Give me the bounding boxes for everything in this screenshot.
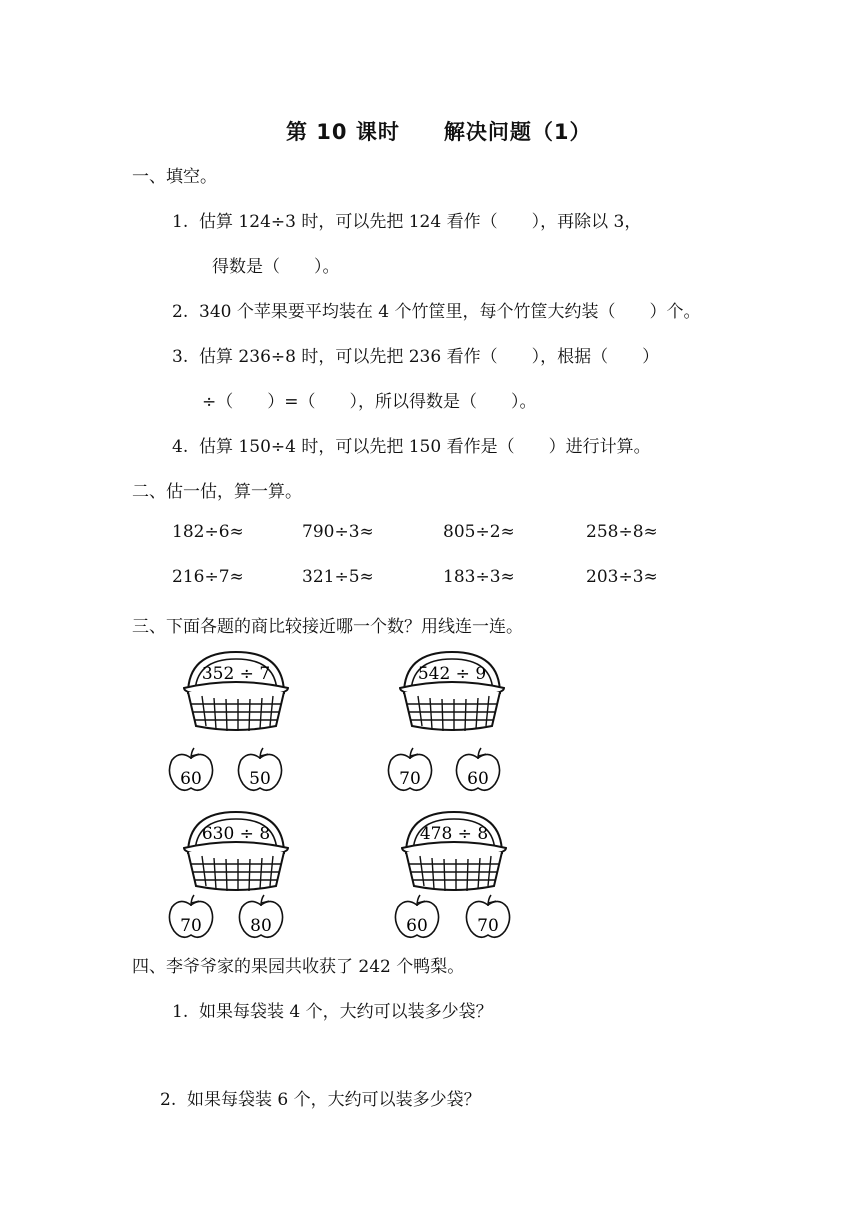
question-1-3-line1: 3. 估算 236÷8 时，可以先把 236 看作（ ），根据（ ） [172,347,660,367]
basket-2 [392,646,512,736]
question-1-2: 2. 340 个苹果要平均装在 4 个竹筐里，每个竹筐大约装（ ）个。 [172,302,701,322]
svg-text:70: 70 [180,916,202,936]
apple-icon [392,893,442,941]
apple-icon [166,893,216,941]
estimate-item: 216÷7≈ [172,567,244,587]
page-title: 第 10 课时 解决问题（1） [286,120,592,144]
apple-icon [166,746,216,794]
question-4-2: 2. 如果每袋装 6 个，大约可以装多少袋？ [160,1090,481,1110]
apple-icon [463,893,513,941]
basket-expression: 478 ÷ 8 [419,824,489,844]
basket-expression: 542 ÷ 9 [417,664,487,684]
apple-icon [453,746,503,794]
apple-icon [235,746,285,794]
question-1-3-line2: ÷（ ）=（ ），所以得数是（ ）。 [202,392,537,412]
question-1-4: 4. 估算 150÷4 时，可以先把 150 看作是（ ）进行计算。 [172,437,651,457]
question-1-1-line1: 1. 估算 124÷3 时，可以先把 124 看作（ ），再除以 3， [172,212,642,232]
svg-text:70: 70 [399,769,421,789]
estimate-item: 258÷8≈ [586,522,658,542]
estimate-item: 790÷3≈ [302,522,374,542]
basket-expression: 630 ÷ 8 [201,824,271,844]
svg-text:50: 50 [249,769,271,789]
section-4-heading: 四、李爷爷家的果园共收获了 242 个鸭梨。 [132,957,465,977]
section-1-heading: 一、填空。 [132,167,217,187]
apple-icon [385,746,435,794]
estimate-item: 182÷6≈ [172,522,244,542]
svg-text:60: 60 [180,769,202,789]
section-3-heading: 三、下面各题的商比较接近哪一个数？用线连一连。 [132,617,523,637]
section-2-heading: 二、估一估，算一算。 [132,482,302,502]
estimate-item: 203÷3≈ [586,567,658,587]
basket-expression: 352 ÷ 7 [201,664,271,684]
svg-text:60: 60 [467,769,489,789]
svg-text:70: 70 [477,916,499,936]
estimate-item: 321÷5≈ [302,567,374,587]
question-1-1-line2: 得数是（ ）。 [212,257,340,277]
basket-1 [176,646,296,736]
svg-text:80: 80 [250,916,272,936]
svg-text:60: 60 [406,916,428,936]
estimate-item: 805÷2≈ [443,522,515,542]
question-4-1: 1. 如果每袋装 4 个，大约可以装多少袋？ [172,1002,493,1022]
basket-4 [394,806,514,896]
estimate-item: 183÷3≈ [443,567,515,587]
apple-icon [236,893,286,941]
basket-3 [176,806,296,896]
